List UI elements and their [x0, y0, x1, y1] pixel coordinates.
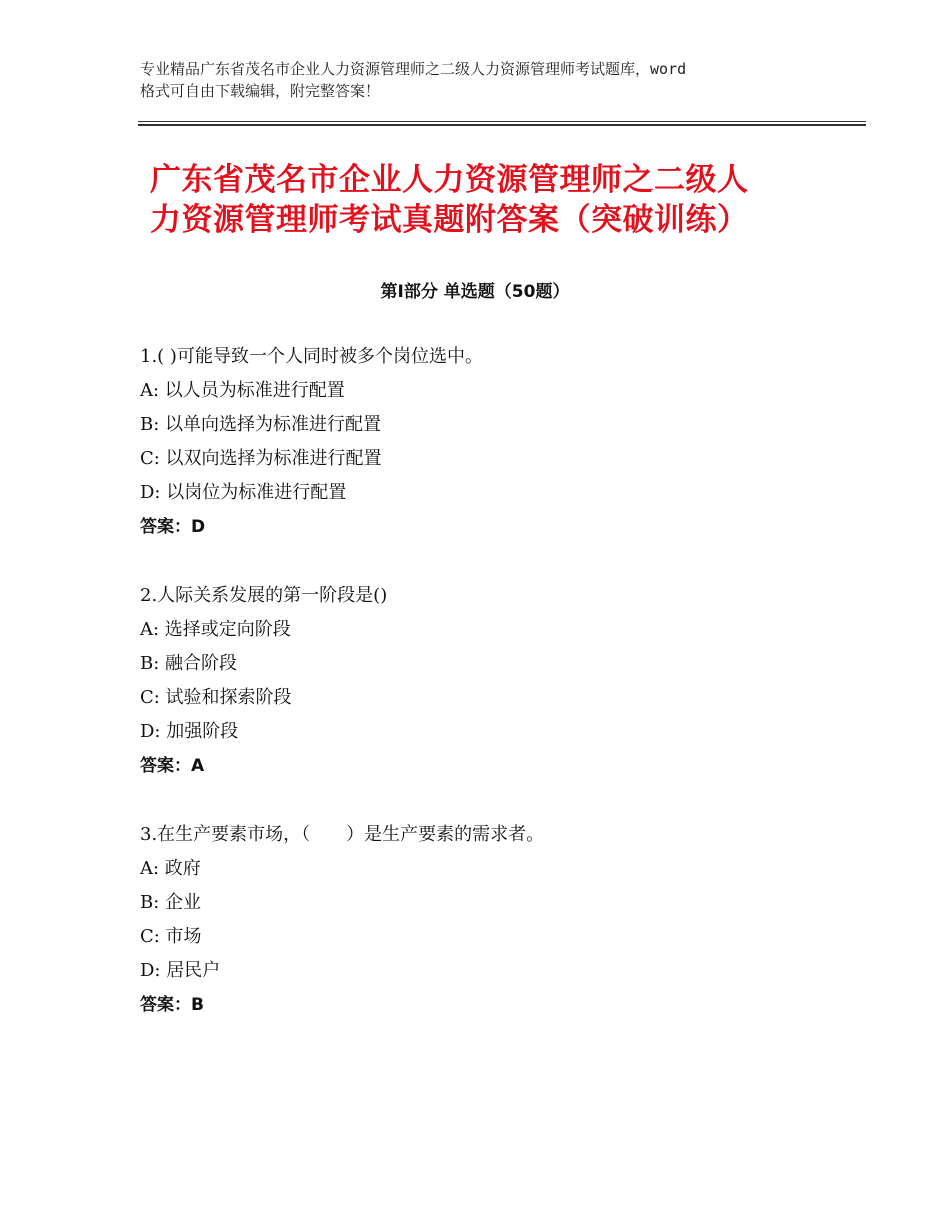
header-note — [140, 58, 820, 102]
option-c: C: 以双向选择为标准进行配置 — [140, 448, 382, 469]
question-3 — [140, 818, 860, 1022]
document-title-line-2: 力资源管理师考试真题附答案（突破训练） — [150, 202, 749, 238]
answer-key: 答案：A — [140, 756, 205, 776]
option-c: C: 市场 — [140, 926, 202, 947]
document-title — [150, 160, 840, 240]
answer-key: 答案：B — [140, 995, 204, 1015]
option-d: D: 以岗位为标准进行配置 — [140, 482, 347, 503]
question-stem: 2.人际关系发展的第一阶段是() — [140, 585, 388, 606]
header-divider-thin — [138, 121, 866, 122]
option-b: B: 企业 — [140, 892, 202, 913]
answer-key: 答案：D — [140, 517, 206, 537]
option-d: D: 加强阶段 — [140, 721, 239, 742]
option-b: B: 融合阶段 — [140, 653, 238, 674]
question-2 — [140, 579, 860, 783]
header-note-line-1: 专业精品广东省茂名市企业人力资源管理师之二级人力资源管理师考试题库，word — [140, 60, 687, 78]
option-c: C: 试验和探索阶段 — [140, 687, 292, 708]
question-stem: 3.在生产要素市场，（ ）是生产要素的需求者。 — [140, 824, 545, 845]
header-note-line-2: 格式可自由下载编辑，附完整答案！ — [140, 82, 381, 100]
question-1 — [140, 340, 860, 544]
section-title: 第Ⅰ部分 单选题（50题） — [380, 282, 570, 302]
option-a: A: 以人员为标准进行配置 — [140, 380, 345, 401]
option-b: B: 以单向选择为标准进行配置 — [140, 414, 382, 435]
question-stem: 1.( )可能导致一个人同时被多个岗位选中。 — [140, 346, 483, 367]
document-title-line-1: 广东省茂名市企业人力资源管理师之二级人 — [150, 162, 749, 198]
option-a: A: 选择或定向阶段 — [140, 619, 291, 640]
header-divider-thick — [138, 124, 866, 126]
option-d: D: 居民户 — [140, 960, 221, 981]
option-a: A: 政府 — [140, 858, 201, 879]
